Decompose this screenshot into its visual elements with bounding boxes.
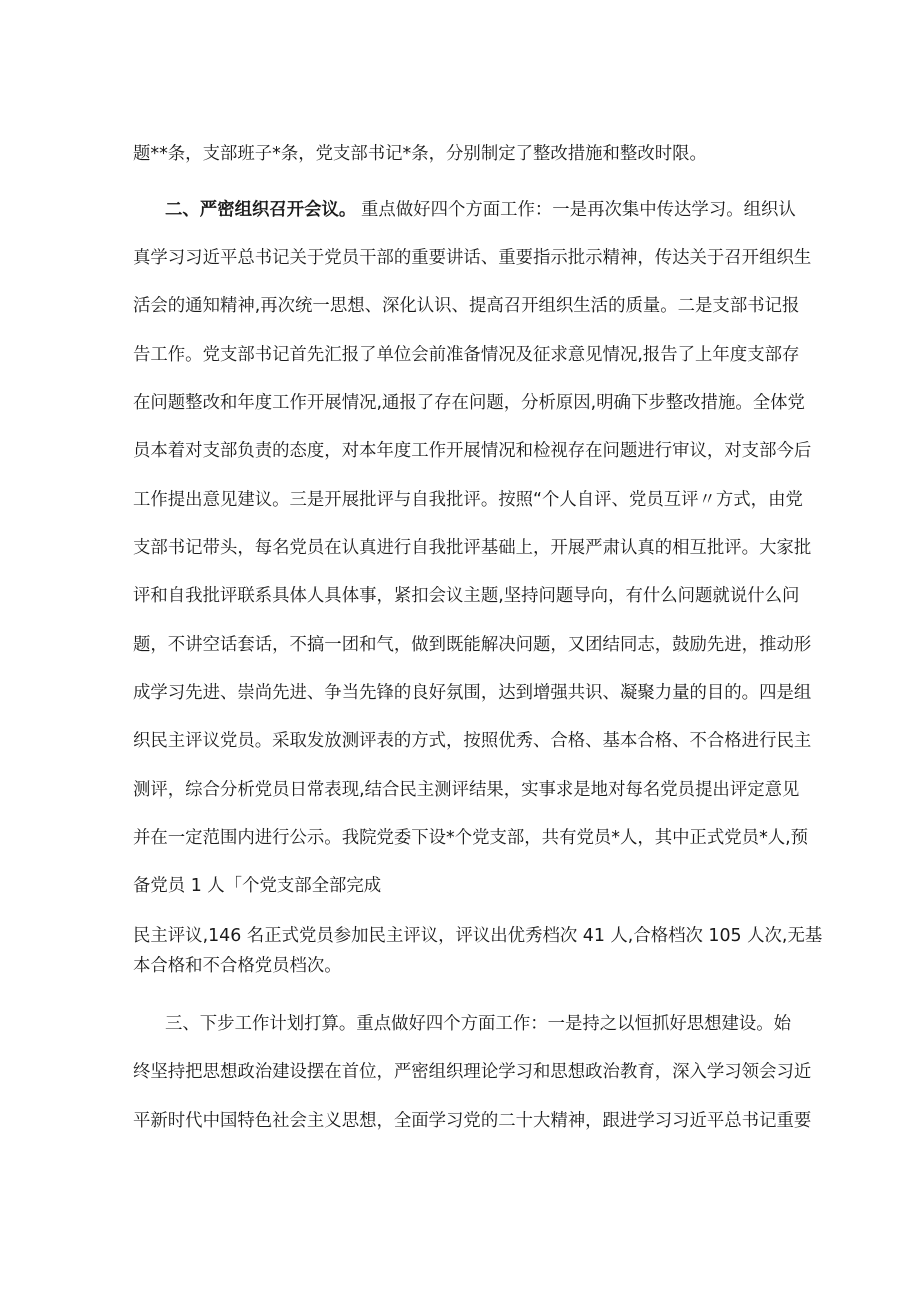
- paragraph-line: 真学习习近平总书记关于党员干部的重要讲话、重要指示批示精神，传达关于召开组织生: [133, 248, 812, 268]
- paragraph-line: 评和自我批评联系具体人具体事，紧扣会议主题,坚持问题导向，有什么问题就说什么问: [133, 586, 800, 606]
- paragraph-line: [165, 198, 356, 222]
- paragraph-line: 三、下步工作计划打算。重点做好四个方面工作：一是持之以恒抓好思想建设。始: [165, 1014, 792, 1034]
- paragraph-line: 题**条，支部班子*条，党支部书记*条，分别制定了整改措施和整改时限。: [133, 144, 707, 164]
- paragraph-line: 在问题整改和年度工作开展情况,通报了存在问题，分析原因,明确下步整改措施。全体党: [133, 393, 805, 413]
- paragraph-line: 平新时代中国特色社会主义思想，全面学习党的二十大精神，跟进学习习近平总书记重要: [133, 1111, 812, 1131]
- paragraph-line: 员本着对支部负责的态度，对本年度工作开展情况和检视存在问题进行审议，对支部今后: [133, 441, 812, 461]
- paragraph-line: 民主评议,146 名正式党员参加民主评议，评议出优秀档次 41 人,合格档次 105 人次,无基: [133, 926, 823, 946]
- paragraph-line: 告工作。党支部书记首先汇报了单位会前准备情况及征求意见情况,报告了上年度支部存: [133, 345, 800, 365]
- paragraph-line: 并在一定范围内进行公示。我院党委下设*个党支部，共有党员*人，其中正式党员*人,预: [133, 828, 809, 848]
- paragraph-line: 支部书记带头，每名党员在认真进行自我批评基础上，开展严肃认真的相互批评。大家批: [133, 538, 812, 558]
- paragraph-line: 本合格和不合格党员档次。: [133, 956, 342, 976]
- paragraph-line: 活会的通知精神,再次统一思想、深化认识、提高召开组织生活的质量。二是支部书记报: [133, 296, 800, 316]
- paragraph-line: 测评，综合分析党员日常表现,结合民主测评结果，实事求是地对每名党员提出评定意见: [133, 780, 800, 800]
- section-heading: 二、: [165, 200, 200, 220]
- paragraph-line: 终坚持把思想政治建设摆在首位，严密组织理论学习和思想政治教育，深入学习领会习近: [133, 1062, 812, 1082]
- paragraph-line: 重点做好四个方面工作：一是再次集中传达学习。组织认: [361, 200, 796, 220]
- paragraph-line: 成学习先进、崇尚先进、争当先锋的良好氛围，达到增强共识、凝聚力量的目的。四是组: [133, 683, 812, 703]
- paragraph-line: 题，不讲空话套话，不搞一团和气，做到既能解决问题，又团结同志，鼓励先进，推动形: [133, 635, 812, 655]
- section-heading-title: 严密组织召开会议。: [199, 200, 357, 220]
- paragraph-line: 织民主评议党员。采取发放测评表的方式，按照优秀、合格、基本合格、不合格进行民主: [133, 731, 812, 751]
- paragraph-text: [200, 200, 357, 220]
- paragraph-line: 备党员 1 人「个党支部全部完成: [133, 876, 382, 896]
- paragraph-line: 工作提出意见建议。三是开展批评与自我批评。按照“个人自评、党员互评〃方式，由党: [133, 490, 803, 510]
